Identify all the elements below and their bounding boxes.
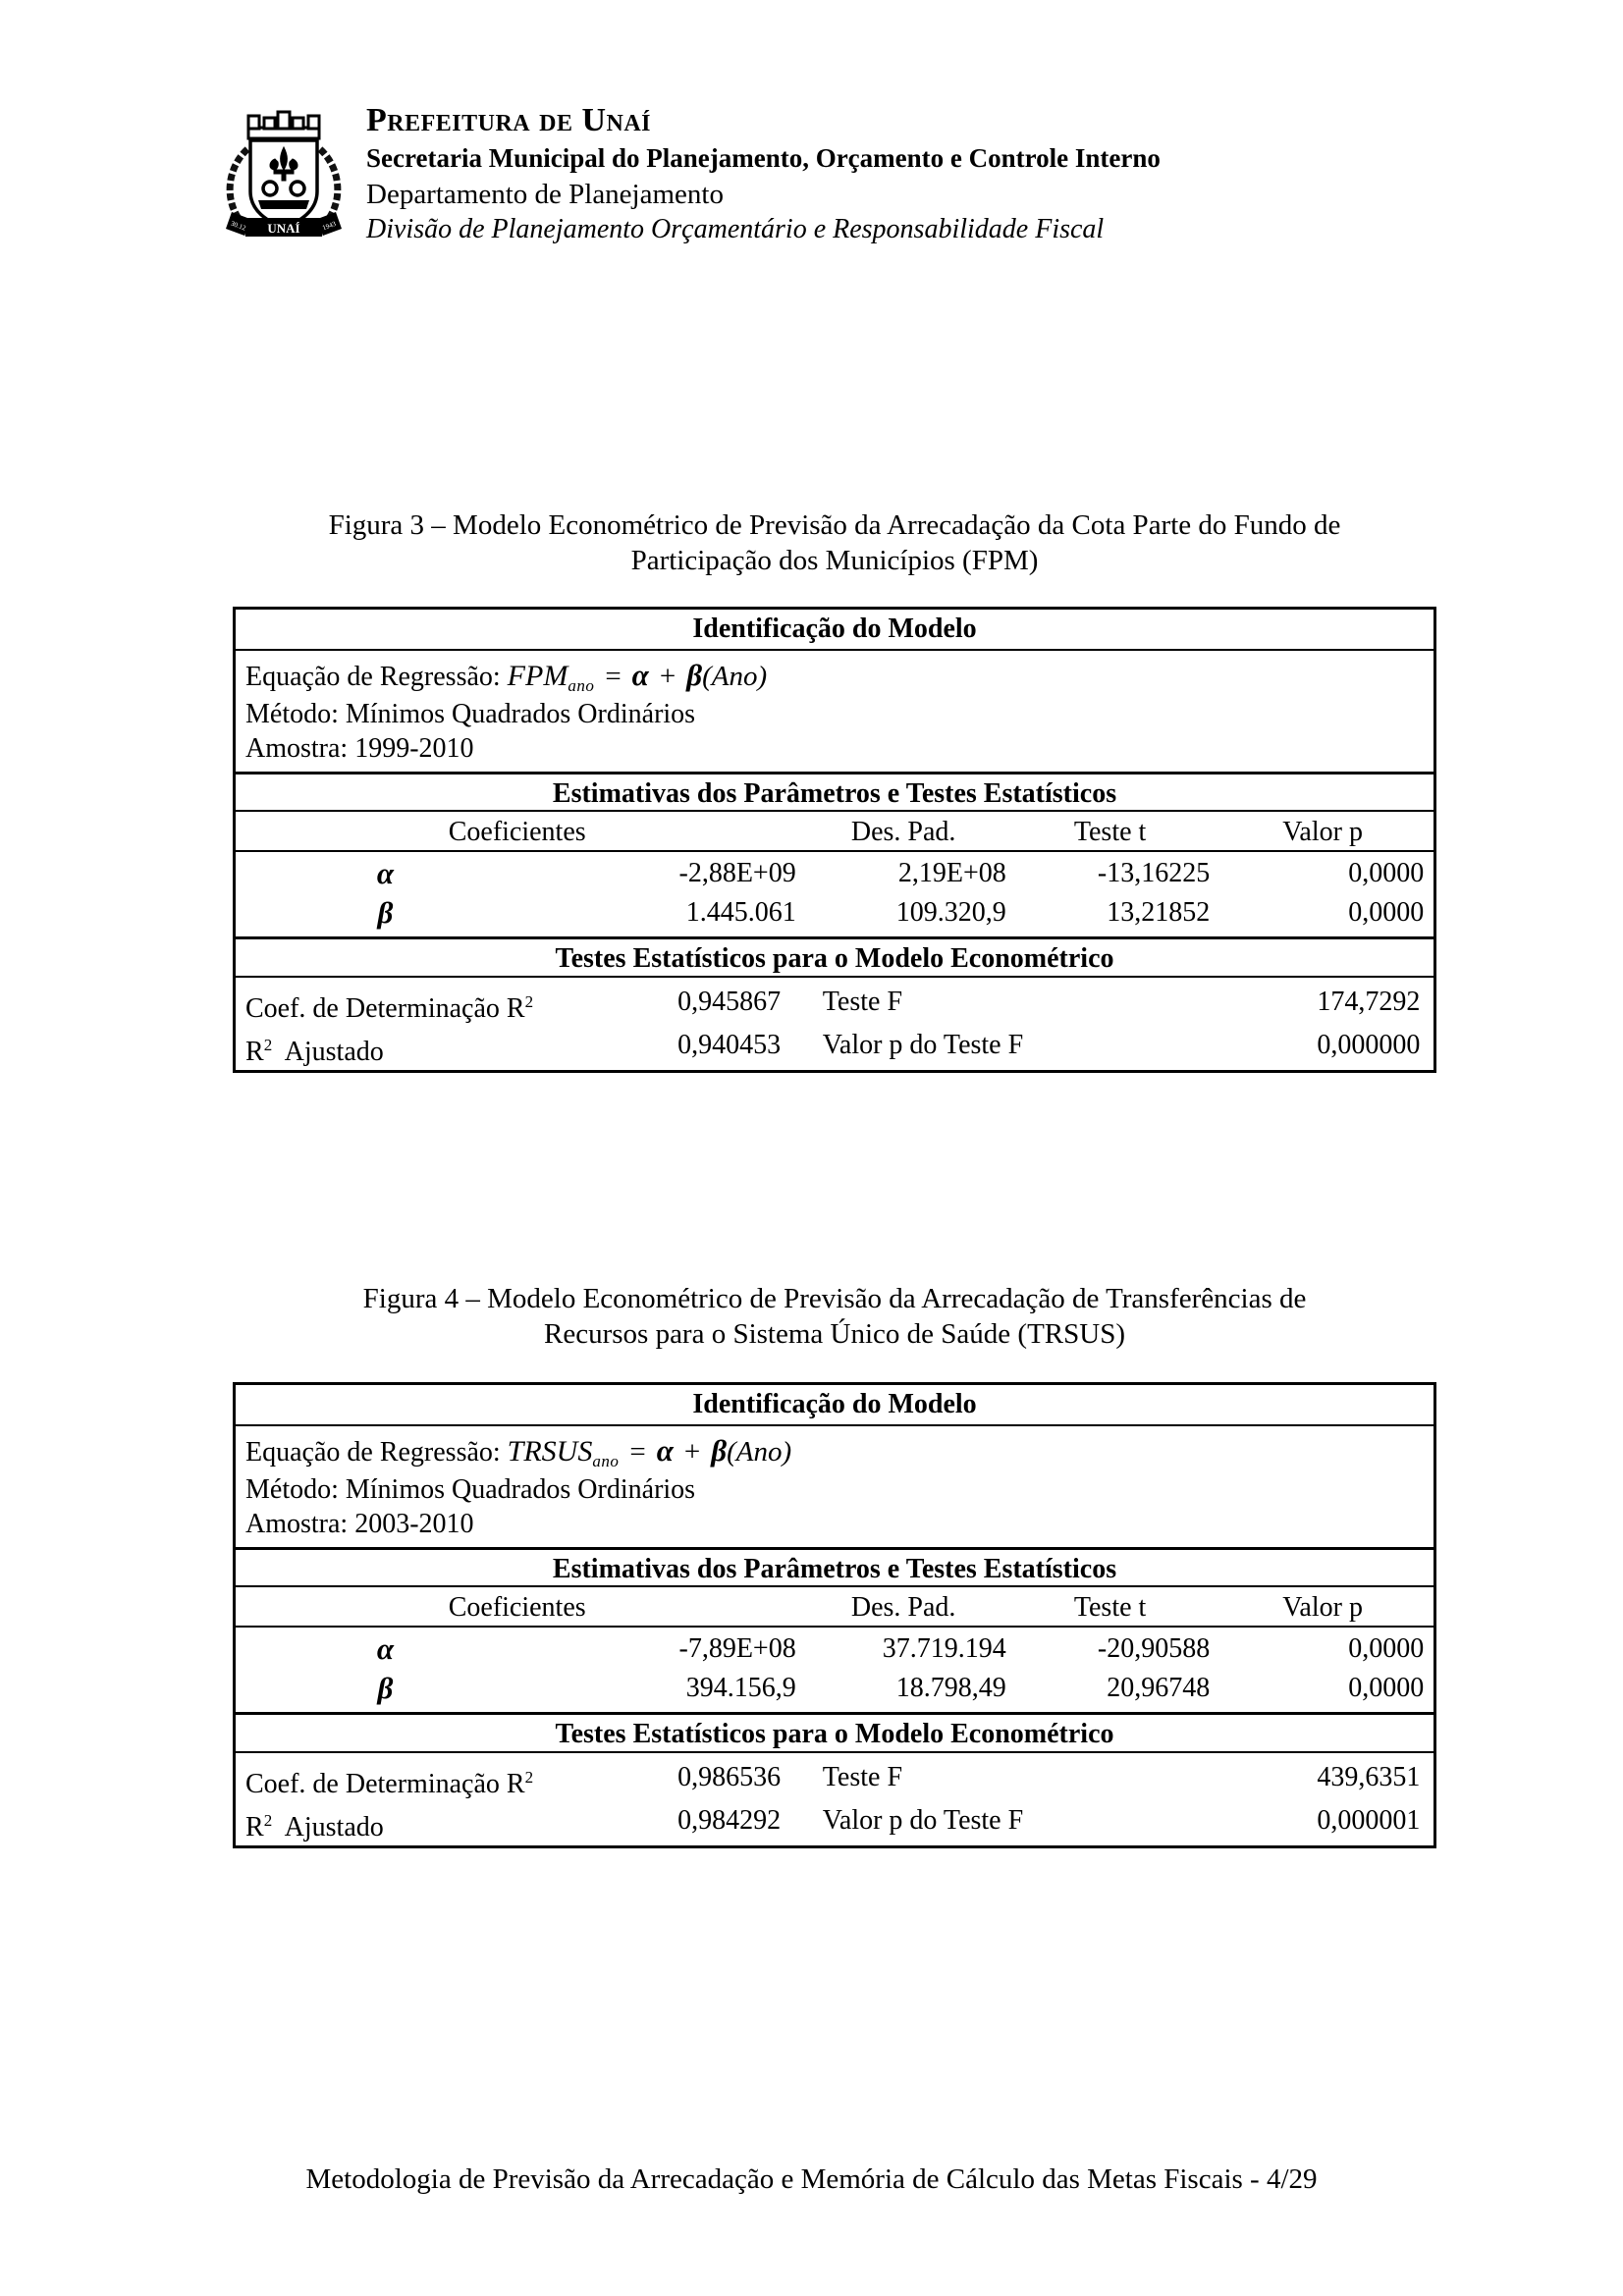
amostra: Amostra: 1999-2010 bbox=[245, 733, 474, 764]
param-coef: -2,88E+09 bbox=[678, 858, 796, 888]
section-title-identificacao: Identificação do Modelo bbox=[692, 614, 977, 644]
horseshoe-right bbox=[291, 182, 304, 195]
param-valor-p: 0,0000 bbox=[1348, 1633, 1425, 1664]
param-valor-p: 0,0000 bbox=[1348, 897, 1425, 928]
table-row-r2-ajustado bbox=[236, 1024, 1434, 1067]
equation-beta: β bbox=[686, 658, 703, 692]
col-header-teste-t: Teste t bbox=[1073, 1592, 1147, 1623]
figure-4-caption bbox=[233, 1281, 1436, 1352]
param-des-pad: 37.719.194 bbox=[882, 1633, 1006, 1664]
param-des-pad: 2,19E+08 bbox=[897, 858, 1006, 888]
table-row-alpha bbox=[236, 854, 1434, 893]
col-header-des-pad: Des. Pad. bbox=[850, 1592, 956, 1623]
figure-3-caption bbox=[233, 507, 1436, 578]
section-title-estimativas: Estimativas dos Parâmetros e Testes Estatísticos bbox=[236, 772, 1434, 810]
table-row-r2 bbox=[236, 981, 1434, 1024]
table-row-r2-ajustado bbox=[236, 1799, 1434, 1842]
equation-subscript: ano bbox=[592, 1452, 620, 1470]
figure-3-caption-line1: Figura 3 – Modelo Econométrico de Previsão da Arrecadação da Cota Parte do Fundo de bbox=[328, 509, 1341, 541]
ribbon-date-left: 30.12 bbox=[229, 219, 247, 233]
letterhead bbox=[366, 101, 1397, 247]
equation-equals: = bbox=[605, 661, 622, 692]
equation-plus: + bbox=[683, 1436, 701, 1468]
equation-variable: TRSUS bbox=[507, 1435, 593, 1468]
params-section bbox=[236, 850, 1434, 936]
stat-label-2: Valor p do Teste F bbox=[822, 1030, 1024, 1060]
ribbon-date-right: 1943 bbox=[321, 219, 338, 233]
stat-value: 0,986536 bbox=[677, 1762, 782, 1792]
figure-4-caption-line2: Recursos para o Sistema Único de Saúde (TRSUS) bbox=[544, 1318, 1125, 1350]
crown bbox=[248, 112, 319, 138]
param-symbol: α bbox=[376, 1631, 395, 1666]
stats-section bbox=[236, 1751, 1434, 1845]
stat-value-2: 174,7292 bbox=[1317, 987, 1421, 1017]
param-coef: 394.156,9 bbox=[685, 1673, 796, 1703]
param-teste-t: -13,16225 bbox=[1097, 858, 1211, 888]
stat-label: $R^2$ Ajustado bbox=[245, 1811, 384, 1842]
param-symbol: β bbox=[377, 895, 394, 930]
section-title-identificacao: Identificação do Modelo bbox=[692, 1389, 977, 1419]
equation-variable: FPM bbox=[507, 660, 568, 692]
param-des-pad: 18.798,49 bbox=[895, 1673, 1006, 1703]
param-teste-t: -20,90588 bbox=[1097, 1633, 1211, 1664]
page-footer: Metodologia de Previsão da Arrecadação e Memória de Cálculo das Metas Fiscais - 4/29 bbox=[305, 2163, 1318, 2195]
param-teste-t: 20,96748 bbox=[1107, 1673, 1211, 1703]
table-row-alpha bbox=[236, 1629, 1434, 1669]
param-valor-p: 0,0000 bbox=[1348, 858, 1425, 888]
equation-beta: β bbox=[711, 1433, 728, 1468]
regression-equation bbox=[245, 654, 1434, 697]
param-symbol: β bbox=[377, 1671, 394, 1705]
stat-value-2: 0,000000 bbox=[1317, 1030, 1421, 1060]
model-info bbox=[236, 649, 1434, 772]
param-coef: -7,89E+08 bbox=[678, 1633, 796, 1664]
param-valor-p: 0,0000 bbox=[1348, 1673, 1425, 1703]
equation-argument: (Ano) bbox=[702, 661, 768, 692]
stat-value: 0,945867 bbox=[677, 987, 782, 1017]
column-headers bbox=[236, 810, 1434, 850]
shield-band bbox=[258, 200, 309, 209]
coat-of-arms-graphic bbox=[218, 98, 350, 255]
figure-3-table bbox=[233, 607, 1436, 1073]
column-headers bbox=[236, 1585, 1434, 1626]
stat-label-2: Valor p do Teste F bbox=[822, 1805, 1024, 1836]
figure-4-caption-line1: Figura 4 – Modelo Econométrico de Previsão da Arrecadação de Transferências de bbox=[362, 1283, 1307, 1314]
param-des-pad: 109.320,9 bbox=[895, 897, 1006, 928]
section-title-testes: Testes Estatísticos para o Modelo Econométrico bbox=[236, 936, 1434, 976]
org-divisao: Divisão de Planejamento Orçamentário e Responsabilidade Fiscal bbox=[366, 214, 1105, 244]
metodo: Método: Mínimos Quadrados Ordinários bbox=[245, 699, 696, 729]
equation-subscript: ano bbox=[568, 676, 595, 695]
figure-4-table bbox=[233, 1382, 1436, 1848]
table-row-beta bbox=[236, 893, 1434, 933]
stat-value-2: 0,000001 bbox=[1317, 1805, 1421, 1836]
table-row-beta bbox=[236, 1669, 1434, 1708]
amostra: Amostra: 2003-2010 bbox=[245, 1509, 474, 1539]
col-header-teste-t: Teste t bbox=[1073, 817, 1147, 847]
org-departamento: Departamento de Planejamento bbox=[366, 179, 724, 210]
equation-equals: = bbox=[629, 1436, 646, 1468]
regression-equation bbox=[245, 1429, 1434, 1472]
equation-plus: + bbox=[659, 661, 676, 692]
org-secretaria: Secretaria Municipal do Planejamento, Orçamento e Controle Interno bbox=[366, 143, 1161, 173]
param-symbol: α bbox=[376, 856, 395, 890]
table-row-r2 bbox=[236, 1756, 1434, 1799]
col-header-valor-p: Valor p bbox=[1282, 1592, 1363, 1623]
param-coef: 1.445.061 bbox=[685, 897, 796, 928]
col-header-valor-p: Valor p bbox=[1282, 817, 1363, 847]
stats-section bbox=[236, 976, 1434, 1070]
stat-label: $R^2$ Ajustado bbox=[245, 1036, 384, 1067]
model-info bbox=[236, 1424, 1434, 1547]
stat-value: 0,984292 bbox=[677, 1805, 782, 1836]
stat-value: 0,940453 bbox=[677, 1030, 782, 1060]
equation-alpha: α bbox=[631, 658, 649, 692]
metodo: Método: Mínimos Quadrados Ordinários bbox=[245, 1474, 696, 1505]
equation-label: Equação de Regressão: bbox=[245, 1437, 501, 1468]
col-header-coeficientes: Coeficientes bbox=[448, 817, 586, 847]
stat-label-2: Teste F bbox=[822, 1762, 903, 1792]
equation-alpha: α bbox=[656, 1433, 674, 1468]
equation-argument: (Ano) bbox=[727, 1436, 792, 1468]
col-header-des-pad: Des. Pad. bbox=[850, 817, 956, 847]
org-name: Prefeitura de Unaí bbox=[366, 102, 652, 138]
section-title-testes: Testes Estatísticos para o Modelo Econométrico bbox=[236, 1712, 1434, 1751]
param-teste-t: 13,21852 bbox=[1107, 897, 1211, 928]
horseshoe-left bbox=[263, 182, 277, 195]
stat-label: Coef. de Determinação $R^2$ bbox=[245, 992, 534, 1024]
col-header-coeficientes: Coeficientes bbox=[448, 1592, 586, 1623]
section-title-estimativas: Estimativas dos Parâmetros e Testes Estatísticos bbox=[236, 1547, 1434, 1585]
stat-value-2: 439,6351 bbox=[1317, 1762, 1421, 1792]
ribbon-text: UNAÍ bbox=[267, 221, 300, 236]
coat-of-arms-logo bbox=[218, 98, 350, 255]
stat-label: Coef. de Determinação $R^2$ bbox=[245, 1768, 534, 1799]
figure-3-caption-line2: Participação dos Municípios (FPM) bbox=[630, 545, 1039, 576]
stat-label-2: Teste F bbox=[822, 987, 903, 1017]
equation-label: Equação de Regressão: bbox=[245, 662, 501, 692]
params-section bbox=[236, 1626, 1434, 1712]
